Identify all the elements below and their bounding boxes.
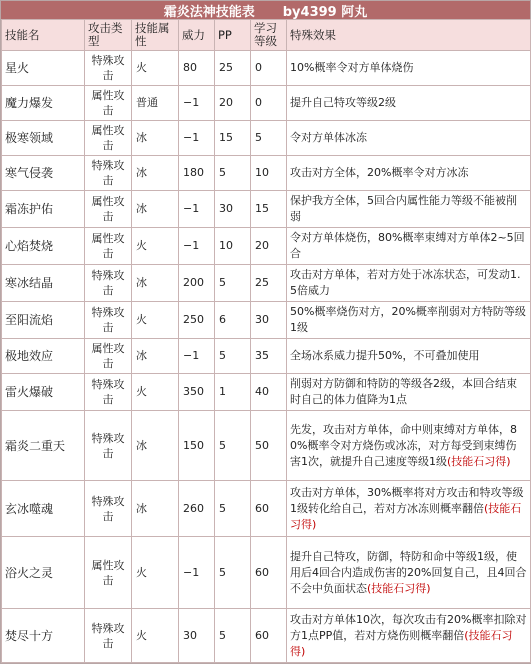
skill-name: 魔力爆发	[2, 86, 85, 121]
header-attack-type: 攻击类型	[85, 20, 132, 51]
header-effect: 特殊效果	[287, 20, 531, 51]
skill-table	[1, 19, 531, 663]
learn-level: 40	[251, 374, 287, 411]
skill-name: 寒冰结晶	[2, 265, 85, 302]
power-value: −1	[179, 86, 215, 121]
power-value: 180	[179, 156, 215, 191]
table-row	[2, 609, 531, 663]
attack-type: 特殊攻击	[85, 265, 132, 302]
skill-name: 极地效应	[2, 339, 85, 374]
header-learn-level: 学习等级	[251, 20, 287, 51]
effect-text: 攻击对方单体，30%概率将对方攻击和特攻等级1级转化给自己，若对方冰冻则概率翻倍	[290, 485, 524, 515]
page-title: 霜炎法神技能表	[163, 4, 255, 20]
learn-level: 0	[251, 51, 287, 86]
effect-text: 10%概率令对方单体烧伤	[290, 61, 414, 74]
effect-cell	[287, 228, 531, 265]
effect-cell	[287, 121, 531, 156]
skill-name: 浴火之灵	[2, 537, 85, 609]
effect-cell	[287, 302, 531, 339]
skill-attr: 冰	[132, 265, 179, 302]
power-value: −1	[179, 121, 215, 156]
skill-attr: 火	[132, 537, 179, 609]
skill-attr: 火	[132, 51, 179, 86]
skill-name: 雷火爆破	[2, 374, 85, 411]
skill-name: 霜冻护佑	[2, 191, 85, 228]
skill-name: 寒气侵袭	[2, 156, 85, 191]
table-row	[2, 51, 531, 86]
attack-type: 特殊攻击	[85, 374, 132, 411]
attack-type: 特殊攻击	[85, 156, 132, 191]
pp-value: 5	[215, 156, 251, 191]
pp-value: 10	[215, 228, 251, 265]
effect-text: 全场冰系威力提升50%，不可叠加使用	[290, 349, 480, 362]
attack-type: 特殊攻击	[85, 51, 132, 86]
effect-text: 令对方单体冰冻	[290, 131, 367, 144]
table-row	[2, 302, 531, 339]
skill-name: 极寒领域	[2, 121, 85, 156]
effect-cell	[287, 51, 531, 86]
learn-level: 15	[251, 191, 287, 228]
table-row	[2, 411, 531, 481]
power-value: 150	[179, 411, 215, 481]
power-value: −1	[179, 228, 215, 265]
learn-level: 60	[251, 481, 287, 537]
learn-level: 20	[251, 228, 287, 265]
effect-cell	[287, 374, 531, 411]
effect-cell	[287, 537, 531, 609]
attack-type: 属性攻击	[85, 537, 132, 609]
table-row	[2, 228, 531, 265]
pp-value: 25	[215, 51, 251, 86]
skill-attr: 冰	[132, 339, 179, 374]
learn-level: 10	[251, 156, 287, 191]
skill-stone-note: (技能石习得)	[290, 628, 513, 658]
table-row	[2, 265, 531, 302]
power-value: −1	[179, 537, 215, 609]
learn-level: 60	[251, 609, 287, 663]
power-value: 250	[179, 302, 215, 339]
effect-text: 削弱对方防御和特防的等级各2级，本回合结束时自己的体力值降为1点	[290, 377, 517, 406]
learn-level: 0	[251, 86, 287, 121]
effect-cell	[287, 339, 531, 374]
table-row	[2, 86, 531, 121]
skill-name: 心焰焚烧	[2, 228, 85, 265]
pp-value: 15	[215, 121, 251, 156]
pp-value: 5	[215, 411, 251, 481]
effect-text: 提升自己特攻等级2级	[290, 96, 396, 109]
power-value: 80	[179, 51, 215, 86]
attack-type: 特殊攻击	[85, 481, 132, 537]
table-row	[2, 481, 531, 537]
pp-value: 5	[215, 609, 251, 663]
skill-name: 玄冰噬魂	[2, 481, 85, 537]
pp-value: 30	[215, 191, 251, 228]
skill-name: 至阳流焰	[2, 302, 85, 339]
skill-attr: 火	[132, 609, 179, 663]
learn-level: 5	[251, 121, 287, 156]
learn-level: 35	[251, 339, 287, 374]
learn-level: 25	[251, 265, 287, 302]
skill-name: 星火	[2, 51, 85, 86]
effect-cell	[287, 156, 531, 191]
effect-cell	[287, 191, 531, 228]
header-power: 威力	[179, 20, 215, 51]
learn-level: 30	[251, 302, 287, 339]
attack-type: 特殊攻击	[85, 411, 132, 481]
skill-stone-note: (技能石习得)	[447, 454, 511, 468]
power-value: −1	[179, 339, 215, 374]
attack-type: 属性攻击	[85, 191, 132, 228]
effect-cell	[287, 481, 531, 537]
attack-type: 属性攻击	[85, 339, 132, 374]
pp-value: 5	[215, 537, 251, 609]
attack-type: 特殊攻击	[85, 609, 132, 663]
learn-level: 60	[251, 537, 287, 609]
skill-attr: 冰	[132, 411, 179, 481]
table-row	[2, 374, 531, 411]
skill-name: 焚尽十方	[2, 609, 85, 663]
table-body	[2, 51, 531, 663]
author-credit: by4399 阿丸	[282, 4, 368, 20]
attack-type: 属性攻击	[85, 86, 132, 121]
skill-attr: 火	[132, 302, 179, 339]
header-row	[2, 20, 531, 51]
skill-name: 霜炎二重天	[2, 411, 85, 481]
table-row	[2, 121, 531, 156]
effect-cell	[287, 265, 531, 302]
pp-value: 5	[215, 265, 251, 302]
power-value: 350	[179, 374, 215, 411]
skill-stone-note: (技能石习得)	[367, 581, 431, 595]
skill-stone-note: (技能石习得)	[290, 501, 522, 531]
attack-type: 特殊攻击	[85, 302, 132, 339]
effect-cell	[287, 411, 531, 481]
effect-text: 50%概率烧伤对方，20%概率削弱对方特防等级1级	[290, 305, 526, 334]
table-row	[2, 339, 531, 374]
header-skill-name: 技能名	[2, 20, 85, 51]
effect-text: 保护我方全体，5回合内属性能力等级不能被削弱	[290, 194, 517, 223]
power-value: 30	[179, 609, 215, 663]
title-bar	[1, 1, 530, 19]
power-value: −1	[179, 191, 215, 228]
effect-text: 攻击对方单体，若对方处于冰冻状态，可发动1.5倍威力	[290, 268, 521, 297]
table-row	[2, 537, 531, 609]
skill-attr: 火	[132, 228, 179, 265]
skill-attr: 冰	[132, 481, 179, 537]
skill-attr: 火	[132, 374, 179, 411]
pp-value: 5	[215, 481, 251, 537]
skill-attr: 冰	[132, 191, 179, 228]
pp-value: 5	[215, 339, 251, 374]
skill-attr: 普通	[132, 86, 179, 121]
pp-value: 20	[215, 86, 251, 121]
effect-cell	[287, 86, 531, 121]
skill-attr: 冰	[132, 121, 179, 156]
table-row	[2, 156, 531, 191]
effect-text: 提升自己特攻，防御，特防和命中等级1级，使用后4回合内造成伤害的20%回复自己，且4回合不会中负面状态	[290, 549, 527, 595]
header-skill-attr: 技能属性	[132, 20, 179, 51]
power-value: 260	[179, 481, 215, 537]
effect-text: 攻击对方全体，20%概率令对方冰冻	[290, 166, 469, 179]
effect-text: 攻击对方单体10次，每次攻击有20%概率扣除对方1点PP值，若对方烧伤则概率翻倍	[290, 612, 527, 642]
effect-text: 先发，攻击对方单体，命中则束缚对方单体，80%概率令对方烧伤或冰冻，对方每受到束缚伤害1次，就提升自己速度等级1级	[290, 422, 517, 468]
learn-level: 50	[251, 411, 287, 481]
effect-text: 令对方单体烧伤，80%概率束缚对方单体2~5回合	[290, 231, 525, 260]
skill-attr: 冰	[132, 156, 179, 191]
table-row	[2, 191, 531, 228]
pp-value: 1	[215, 374, 251, 411]
pp-value: 6	[215, 302, 251, 339]
power-value: 200	[179, 265, 215, 302]
effect-cell	[287, 609, 531, 663]
attack-type: 属性攻击	[85, 228, 132, 265]
attack-type: 属性攻击	[85, 121, 132, 156]
header-pp: PP	[215, 20, 251, 51]
